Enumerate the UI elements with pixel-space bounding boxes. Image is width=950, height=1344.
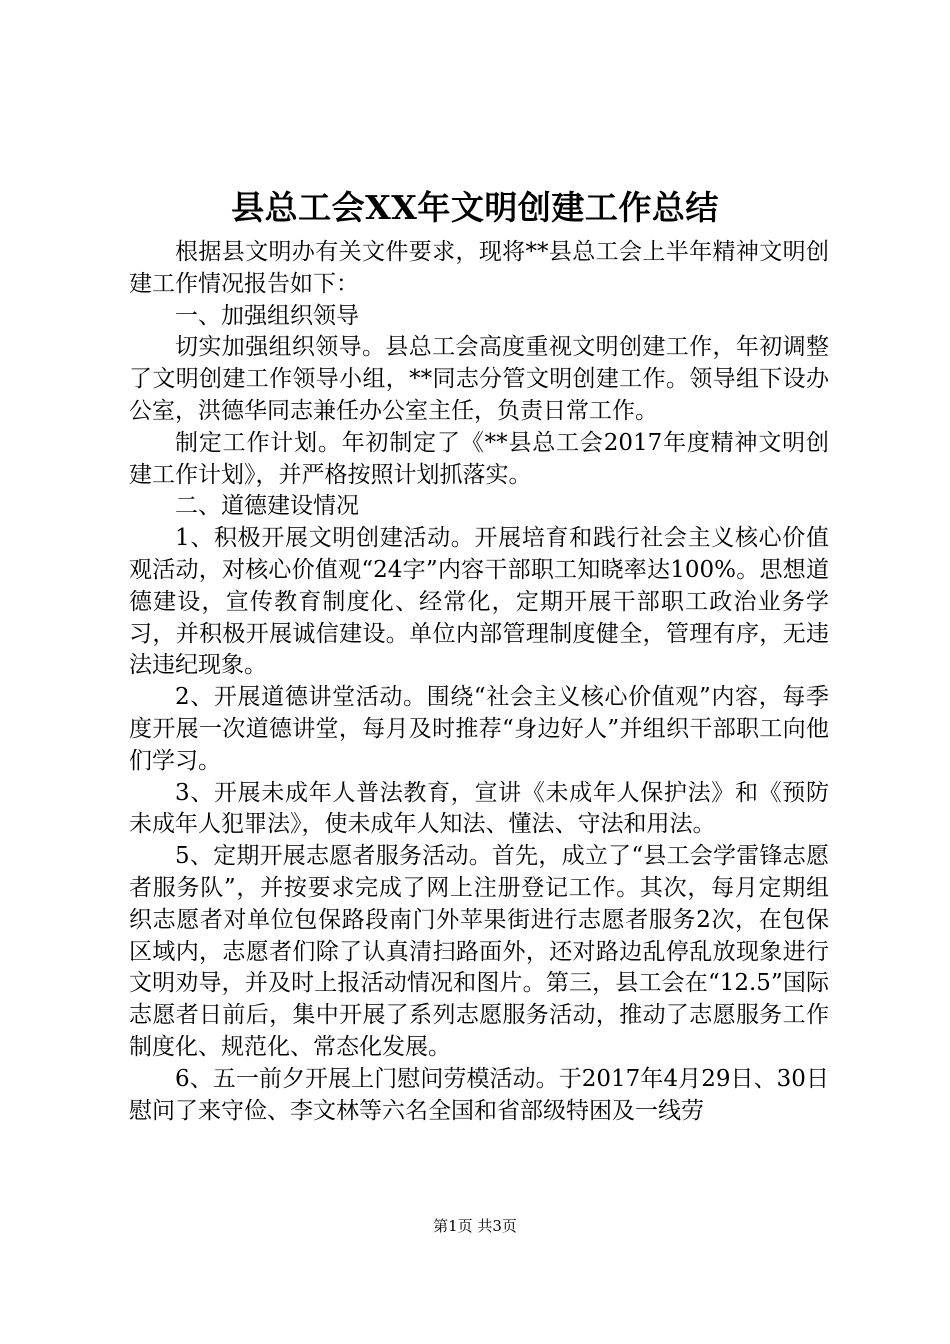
page-number: 第1页 共3页 xyxy=(433,1217,517,1235)
document-body xyxy=(129,237,829,1127)
paragraph-item-5: 5、定期开展志愿者服务活动。首先，成立了“县工会学雷锋志愿者服务队”，并按要求完成了网上注册登记工作。其次，每月定期组织志愿者对单位包保路段南门外苹果街进行志愿者服务2次，在包保区域内，志愿者们除了认真清扫路面外，还对路边乱停乱放现象进行文明劝导，并及时上报活动情况和图片。第三，县工会在“12.5”国际志愿者日前后，集中开展了系列志愿服务活动，推动了志愿服务工作制度化、规范化、常态化发展。 xyxy=(129,843,829,1060)
paragraph-item-3: 3、开展未成年人普法教育，宣讲《未成年人保护法》和《预防未成年人犯罪法》，使未成年人知法、懂法、守法和用法。 xyxy=(129,779,829,838)
paragraph-organization: 切实加强组织领导。县总工会高度重视文明创建工作，年初调整了文明创建工作领导小组，**同志分管文明创建工作。领导组下设办公室，洪德华同志兼任办公室主任，负责日常工作。 xyxy=(129,334,829,424)
section-heading-organization: 一、加强组织领导 xyxy=(175,302,359,329)
paragraph-item-1: 1、积极开展文明创建活动。开展培育和践行社会主义核心价值观活动，对核心价值观“24字”内容干部职工知晓率达100%。思想道德建设，宣传教育制度化、经常化，定期开展干部职工政治业务学习，并积极开展诚信建设。单位内部管理制度健全，管理有序，无违法违纪现象。 xyxy=(129,525,829,679)
intro-paragraph: 根据县文明办有关文件要求，现将**县总工会上半年精神文明创建工作情况报告如下： xyxy=(129,239,829,297)
document-title: 县总工会XX年文明创建工作总结 xyxy=(231,188,719,227)
paragraph-item-6: 6、五一前夕开展上门慰问劳模活动。于2017年4月29日、30日慰问了来守俭、李文林等六名全国和省部级特困及一线劳 xyxy=(129,1065,829,1124)
paragraph-work-plan: 制定工作计划。年初制定了《**县总工会2017年度精神文明创建工作计划》，并严格按照计划抓落实。 xyxy=(129,429,829,488)
section-heading-moral: 二、道德建设情况 xyxy=(175,493,359,520)
paragraph-item-2: 2、开展道德讲堂活动。围绕“社会主义核心价值观”内容，每季度开展一次道德讲堂，每月及时推荐“身边好人”并组织干部职工向他们学习。 xyxy=(129,684,829,774)
